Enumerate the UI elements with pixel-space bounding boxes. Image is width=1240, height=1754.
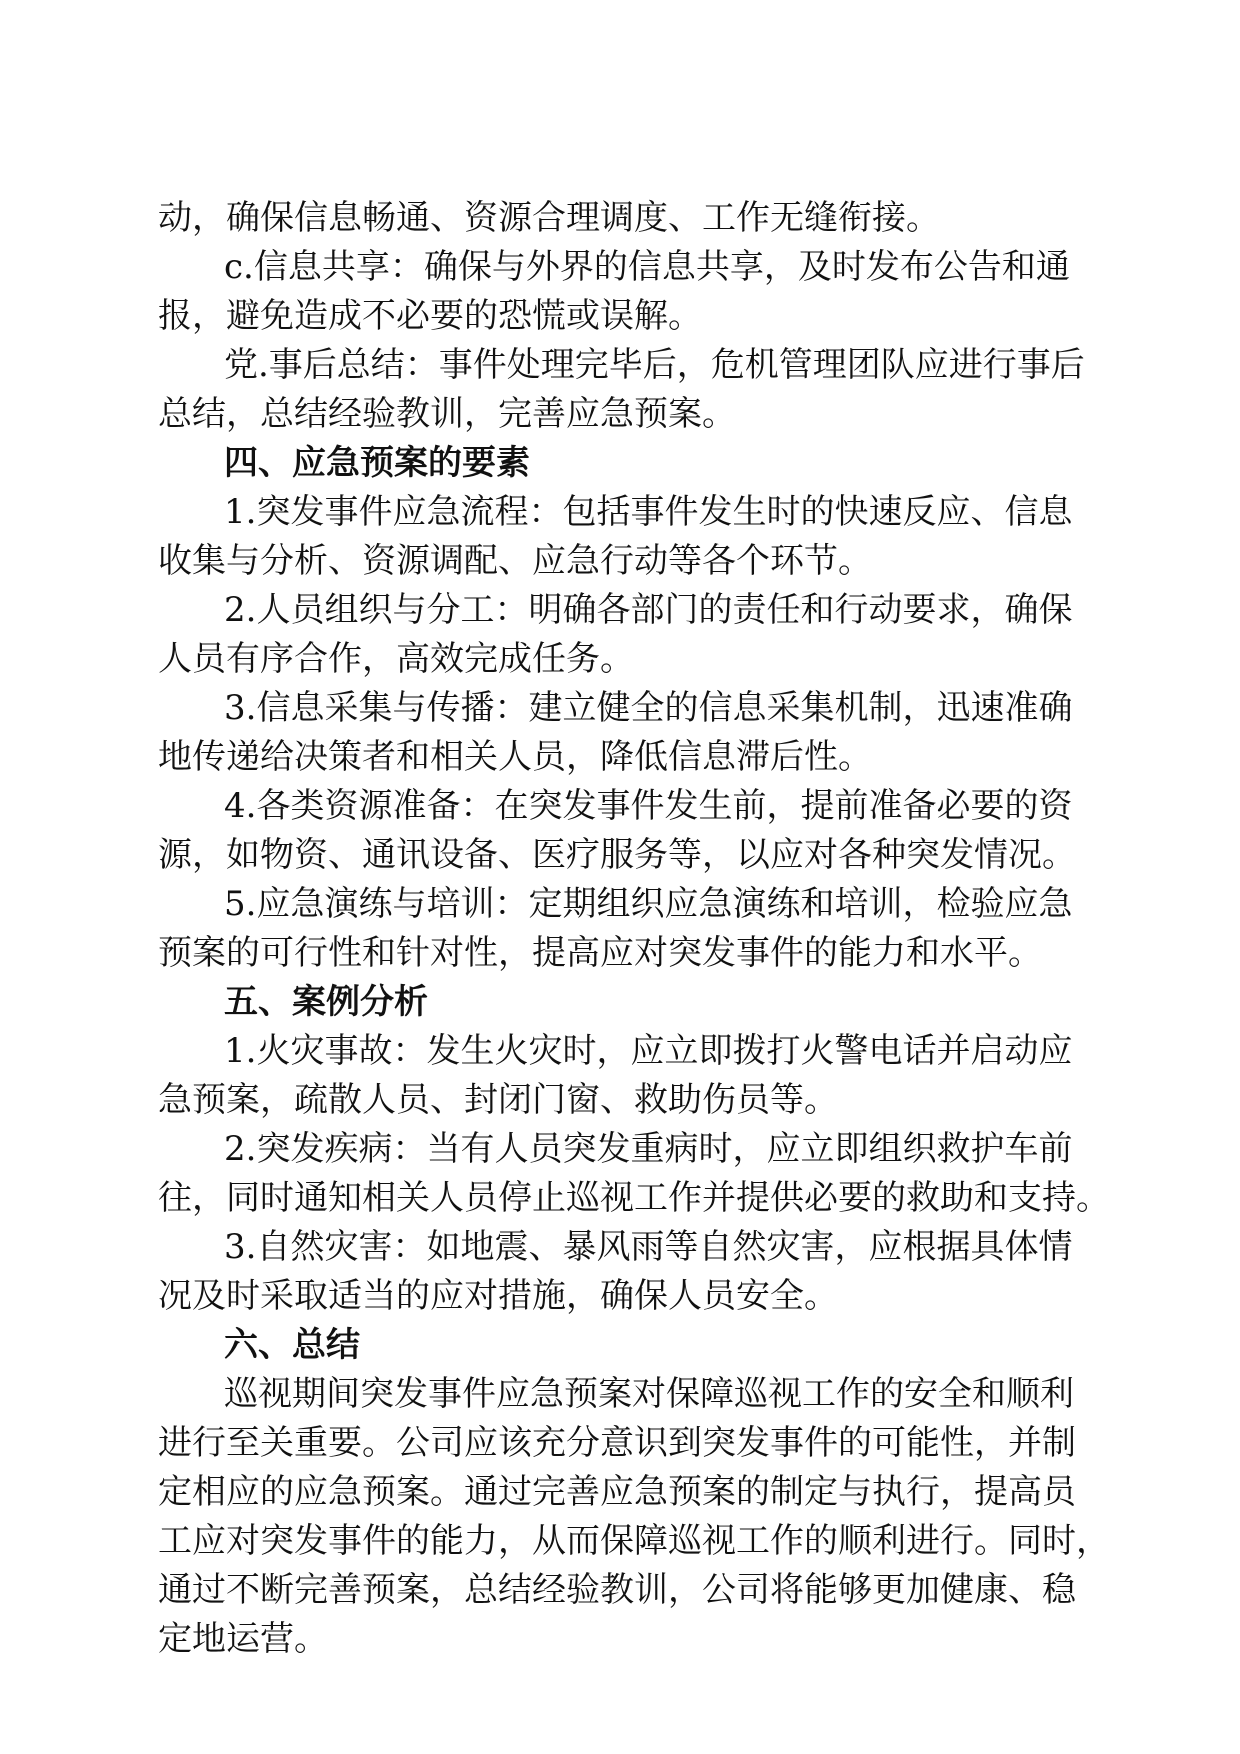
body-text-line: 3.自然灾害：如地震、暴风雨等自然灾害，应根据具体情 [224, 1227, 1073, 1267]
body-text-line: 况及时采取适当的应对措施，确保人员安全。 [158, 1276, 838, 1316]
body-text-line: 地传递给决策者和相关人员，降低信息滞后性。 [158, 737, 872, 777]
section-heading: 四、应急预案的要素 [224, 443, 530, 483]
body-text-line: 巡视期间突发事件应急预案对保障巡视工作的安全和顺利 [224, 1374, 1074, 1414]
body-text-line: 通过不断完善预案，总结经验教训，公司将能够更加健康、稳 [158, 1570, 1076, 1610]
body-text-line: 2.突发疾病：当有人员突发重病时，应立即组织救护车前 [224, 1129, 1073, 1169]
body-text-line: 动，确保信息畅通、资源合理调度、工作无缝衔接。 [158, 198, 940, 238]
body-text-line: 5.应急演练与培训：定期组织应急演练和培训，检验应急 [224, 884, 1073, 924]
section-heading: 五、案例分析 [224, 982, 428, 1022]
body-text-line: 党.事后总结：事件处理完毕后，危机管理团队应进行事后 [224, 345, 1085, 385]
body-text-line: 往，同时通知相关人员停止巡视工作并提供必要的救助和支持。 [158, 1178, 1110, 1218]
body-text-line: 1.火灾事故：发生火灾时，应立即拨打火警电话并启动应 [224, 1031, 1073, 1071]
body-text-line: 报，避免造成不必要的恐慌或误解。 [158, 296, 702, 336]
body-text-line: 预案的可行性和针对性，提高应对突发事件的能力和水平。 [158, 933, 1042, 973]
body-text-line: 源，如物资、通讯设备、医疗服务等，以应对各种突发情况。 [158, 835, 1076, 875]
body-text-line: 3.信息采集与传播：建立健全的信息采集机制，迅速准确 [224, 688, 1073, 728]
body-text-line: 进行至关重要。公司应该充分意识到突发事件的可能性，并制 [158, 1423, 1076, 1463]
body-text-line: 1.突发事件应急流程：包括事件发生时的快速反应、信息 [224, 492, 1073, 532]
body-text-line: 4.各类资源准备：在突发事件发生前，提前准备必要的资 [224, 786, 1073, 826]
body-text-line: 人员有序合作，高效完成任务。 [158, 639, 634, 679]
body-text-line: 工应对突发事件的能力，从而保障巡视工作的顺利进行。同时， [158, 1521, 1110, 1561]
body-text-line: 总结，总结经验教训，完善应急预案。 [158, 394, 736, 434]
body-text-line: 定地运营。 [158, 1619, 328, 1659]
body-text-line: 收集与分析、资源调配、应急行动等各个环节。 [158, 541, 872, 581]
body-text-line: 定相应的应急预案。通过完善应急预案的制定与执行，提高员 [158, 1472, 1076, 1512]
body-text-line: 2.人员组织与分工：明确各部门的责任和行动要求，确保 [224, 590, 1073, 630]
body-text-line: 急预案，疏散人员、封闭门窗、救助伤员等。 [158, 1080, 838, 1120]
body-text-line: c.信息共享：确保与外界的信息共享，及时发布公告和通 [224, 247, 1070, 287]
section-heading: 六、总结 [224, 1325, 360, 1365]
